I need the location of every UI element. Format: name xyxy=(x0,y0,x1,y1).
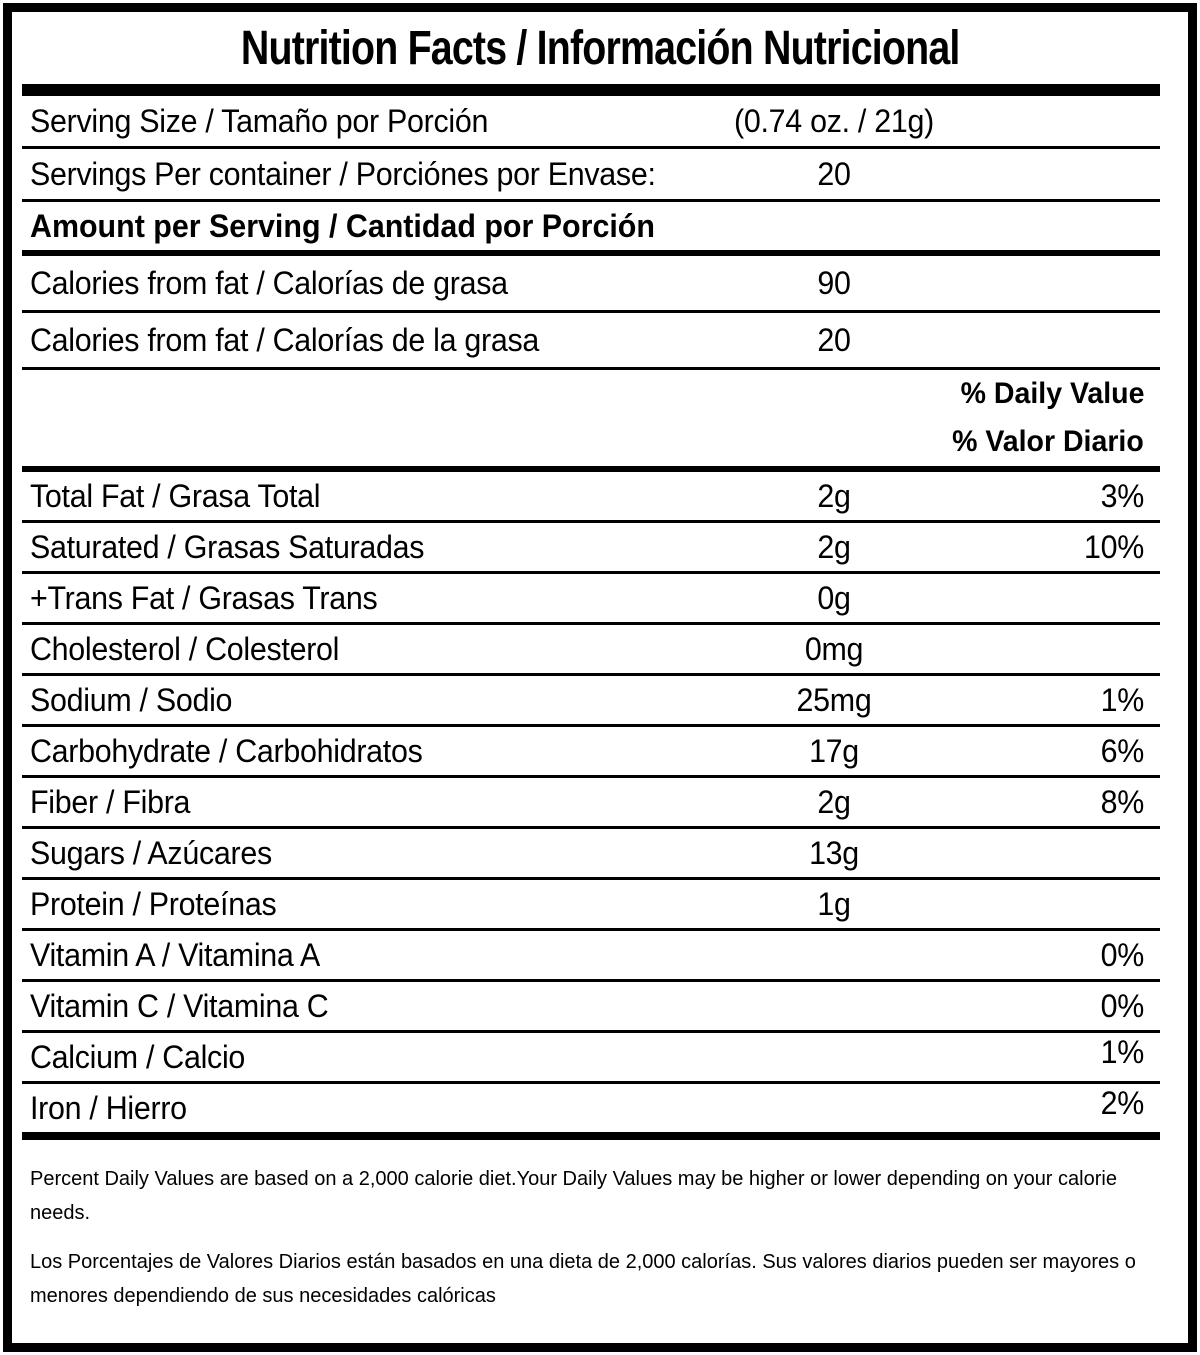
serving-section xyxy=(12,96,1188,202)
nutrients-section xyxy=(12,472,1188,1132)
serving-row xyxy=(12,149,1188,199)
row-value: 0mg xyxy=(804,630,864,667)
nutrient-row xyxy=(12,472,1188,520)
row-daily-value: 0% xyxy=(1100,987,1144,1024)
daily-value-heading-block xyxy=(12,370,1188,466)
row-label: Vitamin A / Vitamina A xyxy=(30,936,321,973)
row-value: 25mg xyxy=(796,681,872,718)
row-daily-value: 1% xyxy=(1100,681,1144,718)
amount-per-serving-heading: Amount per Serving / Cantidad por Porción xyxy=(30,207,655,244)
nutrient-row xyxy=(12,574,1188,622)
row-value: 0g xyxy=(817,579,851,616)
nutrient-row xyxy=(12,1084,1188,1132)
footnote-es: Los Porcentajes de Valores Diarios están basados en una dieta de 2,000 calorías. Sus valores diarios pueden ser mayores o menores dependiendo de sus necesidades calóricas xyxy=(30,1251,1136,1307)
row-label: Calcium / Calcio xyxy=(30,1038,246,1075)
nutrient-row xyxy=(12,1033,1188,1081)
row-label: Protein / Proteínas xyxy=(30,885,277,922)
label-header xyxy=(12,12,1188,84)
row-value: 20 xyxy=(817,155,851,192)
amount-per-serving-heading-row xyxy=(12,202,1188,250)
nutrient-row xyxy=(12,676,1188,724)
daily-value-heading-es: % Valor Diario xyxy=(952,425,1144,458)
row-value: 2g xyxy=(817,783,851,820)
daily-value-heading-es-row xyxy=(12,418,1188,466)
serving-row xyxy=(12,96,1188,146)
nutrient-row xyxy=(12,982,1188,1030)
nutrient-row xyxy=(12,625,1188,673)
row-value: 13g xyxy=(809,834,859,871)
row-label: Carbohydrate / Carbohidratos xyxy=(30,732,423,769)
row-label: Calories from fat / Calorías de grasa xyxy=(30,264,508,301)
row-label: Iron / Hierro xyxy=(30,1089,187,1126)
row-label: +Trans Fat / Grasas Trans xyxy=(30,579,378,616)
header-divider-thick xyxy=(22,84,1160,96)
row-label: Saturated / Grasas Saturadas xyxy=(30,528,425,565)
row-daily-value: 6% xyxy=(1100,732,1144,769)
row-label: Calories from fat / Calorías de la grasa xyxy=(30,321,540,358)
nutrient-row xyxy=(12,880,1188,928)
row-label: Serving Size / Tamaño por Porción xyxy=(30,102,489,139)
row-value: 20 xyxy=(817,321,851,358)
row-label: Vitamin C / Vitamina C xyxy=(30,987,329,1024)
row-value: 17g xyxy=(809,732,859,769)
calories-section xyxy=(12,256,1188,370)
footnote-en: Percent Daily Values are based on a 2,000 calorie diet.Your Daily Values may be higher or lower depending on your calorie needs. xyxy=(30,1168,1117,1224)
row-label: Sodium / Sodio xyxy=(30,681,233,718)
daily-value-heading-en-row xyxy=(12,370,1188,418)
row-value: 1g xyxy=(817,885,851,922)
row-value: 2g xyxy=(817,477,851,514)
row-value: (0.74 oz. / 21g) xyxy=(734,102,934,139)
row-label: Servings Per container / Porciónes por Envase: xyxy=(30,155,656,192)
nutrient-row xyxy=(12,829,1188,877)
nutrient-row xyxy=(12,931,1188,979)
calories-row xyxy=(12,256,1188,310)
row-daily-value: 8% xyxy=(1100,783,1144,820)
nutrient-row xyxy=(12,727,1188,775)
nutrition-facts-label xyxy=(3,3,1197,1352)
row-label: Cholesterol / Colesterol xyxy=(30,630,340,667)
calories-row xyxy=(12,313,1188,367)
daily-value-heading-en: % Daily Value xyxy=(960,377,1144,410)
footnotes-section xyxy=(12,1140,1188,1313)
row-daily-value: 3% xyxy=(1100,477,1144,514)
row-daily-value: 10% xyxy=(1084,528,1144,565)
row-label: Sugars / Azúcares xyxy=(30,834,272,871)
row-label: Fiber / Fibra xyxy=(30,783,191,820)
nutrient-row xyxy=(12,778,1188,826)
row-daily-value: 1% xyxy=(1100,1034,1144,1070)
page-title: Nutrition Facts / Información Nutricional xyxy=(240,21,960,75)
row-label: Total Fat / Grasa Total xyxy=(30,477,321,514)
row-daily-value: 0% xyxy=(1100,936,1144,973)
row-value: 2g xyxy=(817,528,851,565)
row-daily-value: 2% xyxy=(1100,1085,1144,1121)
nutrient-row xyxy=(12,523,1188,571)
footer-divider-thick xyxy=(22,1132,1160,1140)
row-value: 90 xyxy=(817,264,851,301)
